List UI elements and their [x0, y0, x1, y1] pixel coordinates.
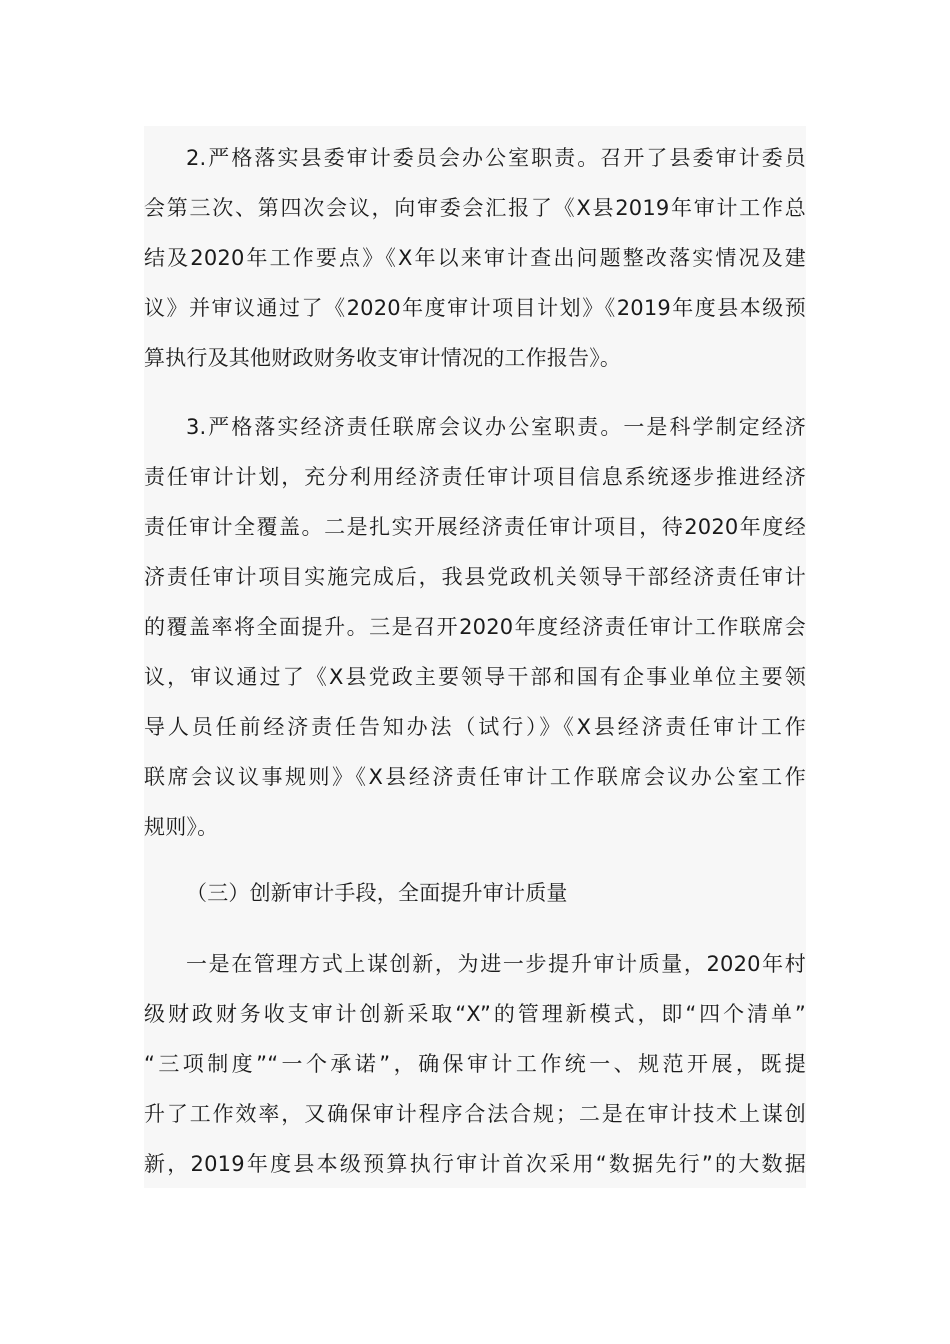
- text-line: 济责任审计项目实施完成后，我县党政机关领导干部经济责任审计: [144, 565, 806, 589]
- text-line: 2.严格落实县委审计委员会办公室职责。召开了县委审计委员: [186, 146, 806, 170]
- text-line: 联席会议议事规则》《X县经济责任审计工作联席会议办公室工作: [144, 765, 806, 789]
- text-line: 议》并审议通过了《2020年度审计项目计划》《2019年度县本级预: [144, 296, 806, 320]
- document-page: [144, 126, 806, 1188]
- text-line: 议，审议通过了《X县党政主要领导干部和国有企事业单位主要领: [144, 665, 806, 689]
- text-line: 算执行及其他财政财务收支审计情况的工作报告》。: [144, 346, 622, 370]
- text-line: 升了工作效率，又确保审计程序合法合规；二是在审计技术上谋创: [144, 1102, 806, 1126]
- text-line: 一是在管理方式上谋创新，为进一步提升审计质量，2020年村: [186, 952, 806, 976]
- text-line: 导人员任前经济责任告知办法（试行）》《X县经济责任审计工作: [144, 715, 806, 739]
- text-line: 规则》。: [144, 815, 219, 839]
- text-line: 结及2020年工作要点》《X年以来审计查出问题整改落实情况及建: [144, 246, 806, 270]
- text-line: 新，2019年度县本级预算执行审计首次采用“数据先行”的大数据: [144, 1152, 806, 1176]
- paragraph-joint-meeting-duties: [144, 402, 806, 852]
- text-line: 会第三次、第四次会议，向审委会汇报了《X县2019年审计工作总: [144, 196, 806, 220]
- text-line: “三项制度”“一个承诺”，确保审计工作统一、规范开展，既提: [144, 1052, 806, 1076]
- paragraph-committee-duties: [144, 133, 806, 383]
- section-heading: [144, 868, 806, 918]
- heading-text: （三）创新审计手段，全面提升审计质量: [186, 881, 568, 905]
- text-line: 级财政财务收支审计创新采取“X”的管理新模式，即“四个清单”: [144, 1002, 806, 1026]
- text-line: 3.严格落实经济责任联席会议办公室职责。一是科学制定经济: [186, 415, 806, 439]
- text-line: 责任审计全覆盖。二是扎实开展经济责任审计项目，待2020年度经: [144, 515, 806, 539]
- text-line: 责任审计计划，充分利用经济责任审计项目信息系统逐步推进经济: [144, 465, 806, 489]
- text-line: 的覆盖率将全面提升。三是召开2020年度经济责任审计工作联席会: [144, 615, 806, 639]
- paragraph-innovation: [144, 939, 806, 1189]
